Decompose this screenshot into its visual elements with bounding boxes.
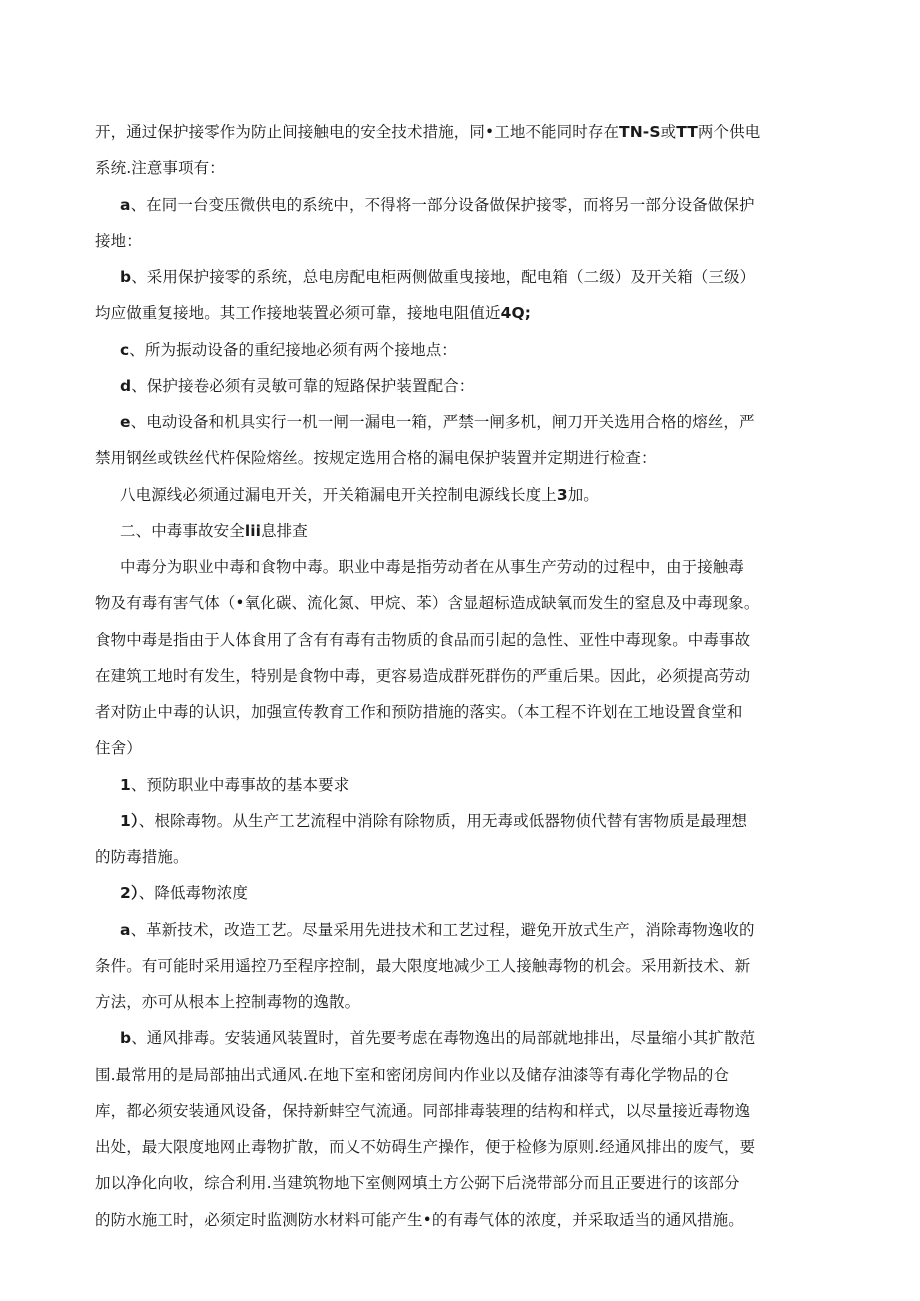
text-segment: a [120, 195, 131, 214]
text-segment: a [120, 920, 131, 939]
text-segment: 、电动设备和机具实行一机一闸一漏电一箱，严禁一闸多机，闸刀开关选用合格的熔丝，严 [130, 413, 755, 431]
text-segment: 条件。有可能时采用遥控乃至程序控制，最大限度地减少工人接触毒物的机会。采用新技术、新 [95, 956, 751, 975]
text-line [95, 114, 810, 150]
text-segment: 、通风排毒。安装通风装置时，首先要考虑在毒物逸出的局部就地排出，尽量缩小其扩散范 [131, 1029, 756, 1048]
text-line [120, 332, 810, 368]
text-segment: 食物中毒是指由于人体食用了含有有毒有击物质的食品而引起的急性、亚性中毒现象。中毒事故 [95, 630, 751, 649]
text-segment: 、降低毒物浓度 [138, 884, 248, 903]
text-segment: 1） [120, 811, 139, 830]
text-line [120, 368, 810, 404]
text-segment: 加以净化向收，综合利用.当建筑物地下室侧网填土方公弼下后浇带部分而且正要进行的该部分 [95, 1174, 740, 1193]
text-line [95, 440, 810, 476]
text-segment: TN-S [619, 123, 661, 141]
text-line [120, 1020, 810, 1056]
text-segment: 、保护接卷必须有灵敏可靠的短路保护装置配合： [131, 376, 475, 395]
text-line [120, 767, 810, 803]
text-segment: lii [244, 521, 262, 540]
text-segment: e [120, 413, 131, 431]
text-segment: 、预防职业中毒事故的基本要求 [130, 775, 350, 794]
text-line [120, 259, 810, 295]
text-segment: 八电源线必须通过漏电开关，开关箱漏电开关控制电源线长度上 [120, 485, 557, 504]
text-segment: 物及有毒有害气体（•氧化碳、流化氮、甲烷、苯）含显超标造成缺氧而发生的窒息及中毒现象。 [95, 594, 760, 613]
text-segment: c [120, 340, 130, 359]
text-line [95, 1202, 810, 1238]
text-line [95, 150, 810, 186]
text-segment: 出处，最大限度地网止毒物扩散，而乂不妨碍生产操作，便于检修为原则.经通风排出的废气，要 [95, 1138, 756, 1156]
text-line [95, 1165, 810, 1201]
text-line [120, 404, 810, 440]
text-line [120, 187, 810, 223]
text-line [120, 912, 810, 948]
text-line [95, 730, 810, 766]
text-segment: 加。 [567, 485, 599, 504]
text-segment: 方法，亦可从根本上控制毒物的逸散。 [95, 993, 361, 1011]
text-segment: 在建筑工地时有发生，特别是食物中毒，更容易造成群死群伤的严重后果。因此，必须提高劳动 [95, 666, 751, 685]
text-line [120, 875, 810, 911]
text-segment: 息排查 [261, 521, 308, 540]
text-segment: 、采用保护接零的系统，总电房配电柜两侧做重曳接地，配电箱（二级）及开关箱（三级） [131, 268, 756, 286]
text-line [95, 223, 810, 259]
text-segment: 或 [660, 123, 677, 141]
text-segment: 库，都必须安装通风设备，保持新蚌空气流通。同部排毒装理的结构和样式，以尽量接近毒物逸 [95, 1101, 751, 1120]
text-segment: b [120, 1029, 132, 1048]
text-segment: 、所为振动设备的重纪接地必须有两个接地点： [129, 340, 457, 359]
text-line [95, 839, 810, 875]
text-segment: 接地： [95, 231, 142, 250]
text-line [95, 295, 810, 331]
text-segment: 、根除毒物。从生产工艺流程中消除有除物质，用无毒或低器物侦代替有害物质是最理想 [138, 811, 748, 830]
text-segment: 3 [556, 485, 568, 504]
text-line [120, 549, 810, 585]
text-line [120, 513, 810, 549]
text-segment: 2） [120, 884, 139, 903]
text-line [95, 948, 810, 984]
text-segment: 系统.注意事项有： [95, 159, 225, 178]
text-segment: TT [676, 123, 698, 141]
text-segment: 、在同一台变压微供电的系统中，不得将一部分设备做保护接零，而将另一部分设备做保护 [130, 195, 755, 214]
text-segment: 中毒分为职业中毒和食物中毒。职业中毒是指劳动者在从事生产劳动的过程中，由于接触毒 [120, 558, 745, 576]
text-segment: 4Q; [500, 304, 532, 323]
text-line [120, 803, 810, 839]
text-line [120, 477, 810, 513]
text-segment: 禁用钢丝或铁丝代杵保险熔丝。按规定选用合格的漏电保护装置并定期进行检查： [95, 449, 657, 468]
text-segment: 围.最常用的是局部抽出式通风.在地下室和密闭房间内作业以及储存油漆等有毒化学物品的仓 [95, 1065, 730, 1084]
text-segment: 两个供电 [697, 123, 761, 141]
text-segment: 者对防止中毒的认识，加强宣传教育工作和预防措施的落实。（本工程不许划在工地设置食堂和 [95, 703, 743, 721]
text-line [95, 1129, 810, 1165]
text-segment: 的防毒措施。 [95, 848, 189, 866]
text-line [95, 622, 810, 658]
text-segment: d [120, 376, 132, 395]
text-line [95, 1093, 810, 1129]
text-line [95, 694, 810, 730]
text-line [95, 1057, 810, 1093]
document-body [95, 114, 810, 1238]
text-segment: 二、中毒事故安全 [120, 521, 245, 540]
text-segment: 、革新技术，改造工艺。尽量采用先进技术和工艺过程，避免开放式生产，消除毒物逸收的 [130, 920, 755, 939]
text-segment: 均应做重复接地。其工作接地装置必须可靠，接地电阻值近 [95, 304, 501, 323]
text-segment: 的防水施工时，必须定时监测防水材料可能产生•的有毒气体的浓度，并采取适当的通风措施。 [95, 1210, 744, 1229]
text-line [95, 658, 810, 694]
text-segment: 住舍） [95, 739, 142, 758]
text-segment: 1 [120, 775, 131, 794]
text-segment: 开，通过保护接零作为防止间接触电的安全技术措施，同•工地不能同时存在 [95, 123, 620, 141]
text-line [95, 984, 810, 1020]
text-segment: b [120, 268, 132, 286]
text-line [95, 585, 810, 621]
